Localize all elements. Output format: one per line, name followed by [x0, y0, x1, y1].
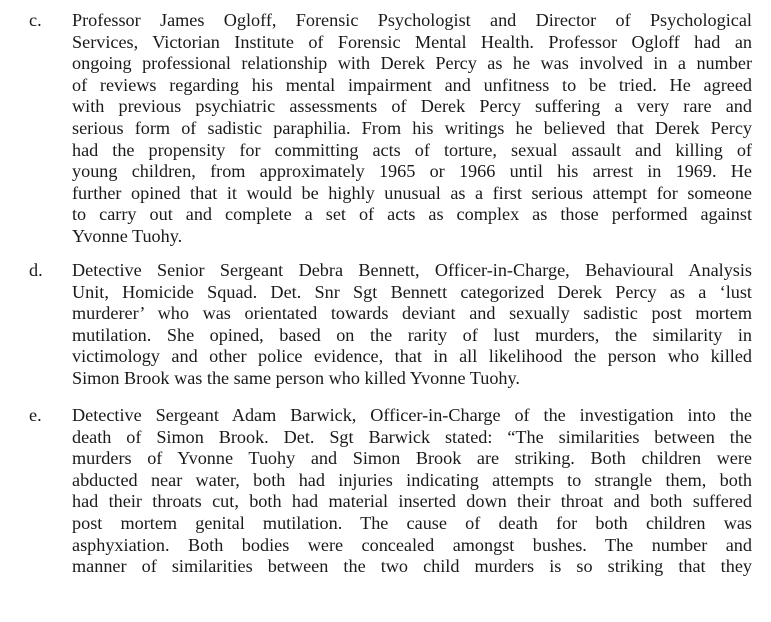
item-paragraph: [72, 10, 752, 248]
text-line: asphyxiation. Both bodies were concealed amongst bushes. The number and: [72, 534, 752, 555]
text-line: Detective Sergeant Adam Barwick, Officer-in-Charge of the investigation into the: [72, 405, 752, 425]
text-line: mutilation. She opined, based on the rarity of lust murders, the similarity in: [72, 324, 752, 345]
text-line: further opined that it would be highly unusual as a first serious attempt for someone: [72, 182, 752, 203]
text-line: with previous psychiatric assessments of Derek Percy suffering a very rare and: [72, 96, 752, 117]
text-line: victimology and other police evidence, that in all likelihood the person who killed: [72, 346, 752, 367]
item-paragraph: [72, 405, 752, 578]
text-line: murderer’ who was orientated towards deviant and sexually sadistic post mortem: [72, 303, 752, 324]
text-line: of reviews regarding his mental impairment and unfitness to be tried. He agreed: [72, 74, 752, 95]
text-line: death of Simon Brook. Det. Sgt Barwick stated: “The similarities between the: [72, 426, 752, 447]
text-line: Detective Senior Sergeant Debra Bennett, Officer-in-Charge, Behavioural Analysis: [72, 260, 752, 280]
text-line: Services, Victorian Institute of Forensic Mental Health. Professor Ogloff had an: [72, 31, 752, 52]
item-marker: e.: [29, 405, 42, 425]
text-line: young children, from approximately 1965 or 1966 until his arrest in 1969. He: [72, 161, 752, 182]
text-line: had the propensity for committing acts of torture, sexual assault and killing of: [72, 139, 752, 160]
text-line: had their throats cut, both had material inserted down their throat and both suffered: [72, 491, 752, 512]
text-line: to carry out and complete a set of acts as complex as those performed against: [72, 204, 752, 225]
text-line: post mortem genital mutilation. The cause of death for both children was: [72, 512, 752, 533]
text-line: Professor James Ogloff, Forensic Psychologist and Director of Psychological: [72, 10, 752, 30]
text-line: ongoing professional relationship with Derek Percy as he was involved in a number: [72, 53, 752, 74]
text-line: manner of similarities between the two child murders is so striking that they: [72, 556, 752, 577]
item-marker: c.: [29, 10, 42, 30]
text-line: Simon Brook was the same person who killed Yvonne Tuohy.: [72, 367, 520, 388]
item-marker: d.: [29, 260, 43, 280]
item-paragraph: [72, 260, 752, 390]
text-line: abducted near water, both had injuries indicating attempts to strangle them, both: [72, 469, 752, 490]
text-line: Unit, Homicide Squad. Det. Snr Sgt Bennett categorized Derek Percy as a ‘lust: [72, 281, 752, 302]
text-line: serious form of sadistic paraphilia. From his writings he believed that Derek Percy: [72, 117, 752, 138]
text-line: Yvonne Tuohy.: [72, 225, 183, 246]
text-line: murders of Yvonne Tuohy and Simon Brook are striking. Both children were: [72, 448, 752, 469]
